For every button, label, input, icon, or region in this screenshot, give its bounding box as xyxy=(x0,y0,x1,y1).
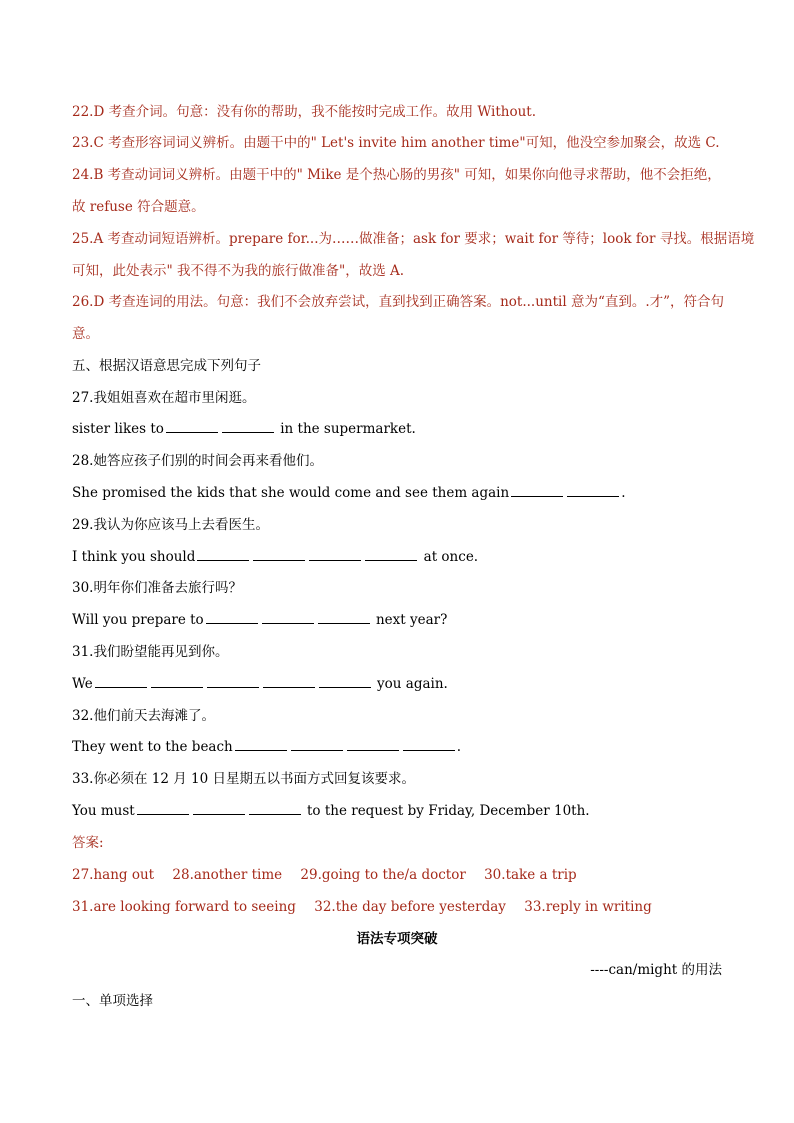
answer-24: 24.B 考查动词词义辨析。由题干中的" Mike 是个热心肠的男孩" 可知，如果你向他寻求帮助，他不会拒绝， xyxy=(72,167,721,183)
answer-26-cont: 意。 xyxy=(72,326,99,342)
answer-blank[interactable] xyxy=(249,801,301,815)
question-30-cn: 30.明年你们准备去旅行吗？ xyxy=(72,580,242,596)
question-32-lead: They went to the beach xyxy=(72,739,233,755)
question-28-tail: . xyxy=(621,485,626,501)
answer-30: 30.take a trip xyxy=(484,867,577,883)
question-31-tail: you again. xyxy=(372,676,448,692)
answer-blank[interactable] xyxy=(365,547,417,561)
answer-31: 31.are looking forward to seeing xyxy=(72,899,296,915)
answer-29: 29.going to the/a doctor xyxy=(300,867,466,883)
answer-blank[interactable] xyxy=(207,674,259,688)
answer-25-cont: 可知，此处表示" 我不得不为我的旅行做准备"，故选 A. xyxy=(72,263,405,279)
answer-22: 22.D 考查介词。句意：没有你的帮助，我不能按时完成工作。故用 Without. xyxy=(72,104,536,120)
question-31-en xyxy=(72,674,722,694)
question-32-tail: . xyxy=(456,739,462,755)
grammar-title: 语法专项突破 xyxy=(356,931,438,947)
answer-blank[interactable] xyxy=(318,610,370,624)
answers-line-2 xyxy=(72,897,722,917)
answer-26: 26.D 考查连词的用法。句意：我们不会放弃尝试，直到找到正确答案。not...until 意为“直到。.才”，符合句 xyxy=(72,294,725,310)
question-29-cn: 29.我认为你应该马上去看医生。 xyxy=(72,517,269,533)
section1-heading: 一、单项选择 xyxy=(72,993,153,1009)
answer-33: 33.reply in writing xyxy=(524,899,652,915)
answer-label: 答案: xyxy=(72,835,104,851)
question-31-lead: We xyxy=(72,676,93,692)
answer-blank[interactable] xyxy=(137,801,189,815)
question-27-en xyxy=(72,419,722,439)
answer-blank[interactable] xyxy=(222,419,274,433)
answer-blank[interactable] xyxy=(95,674,147,688)
answer-32: 32.the day before yesterday xyxy=(314,899,506,915)
question-28-lead: She promised the kids that she would come and see them again xyxy=(72,485,510,501)
question-27-tail: in the supermarket. xyxy=(275,421,416,437)
answer-blank[interactable] xyxy=(319,674,371,688)
section5-heading: 五、根据汉语意思完成下列句子 xyxy=(72,358,261,374)
question-29-tail: at once. xyxy=(419,549,479,565)
answer-blank[interactable] xyxy=(151,674,203,688)
question-32-cn: 32.他们前天去海滩了。 xyxy=(72,708,215,724)
question-30-tail: next year? xyxy=(371,612,448,628)
answer-blank[interactable] xyxy=(262,610,314,624)
question-30-lead: Will you prepare to xyxy=(72,612,204,628)
question-33-cn: 33.你必须在 12 月 10 日星期五以书面方式回复该要求。 xyxy=(72,771,415,787)
answer-blank[interactable] xyxy=(197,547,249,561)
answer-blank[interactable] xyxy=(206,610,258,624)
question-27-cn: 27.我姐姐喜欢在超市里闲逛。 xyxy=(72,390,256,406)
answers-line-1 xyxy=(72,865,722,885)
question-30-en xyxy=(72,610,722,630)
question-29-lead: I think you should xyxy=(72,549,196,565)
answer-blank[interactable] xyxy=(253,547,305,561)
answer-27: 27.hang out xyxy=(72,867,155,883)
question-33-en xyxy=(72,801,722,821)
answer-blank[interactable] xyxy=(309,547,361,561)
answer-blank[interactable] xyxy=(403,737,455,751)
answer-28: 28.another time xyxy=(172,867,283,883)
question-33-lead: You must xyxy=(72,803,135,819)
answer-blank[interactable] xyxy=(347,737,399,751)
answer-blank[interactable] xyxy=(235,737,287,751)
answer-24-cont: 故 refuse 符合题意。 xyxy=(72,199,205,215)
answer-blank[interactable] xyxy=(193,801,245,815)
answer-25: 25.A 考查动词短语辨析。prepare for...为……做准备；ask for 要求；wait for 等待；look for 寻找。根据语境 xyxy=(72,231,755,247)
question-31-cn: 31.我们盼望能再见到你。 xyxy=(72,644,229,660)
answer-23: 23.C 考查形容词词义辨析。由题干中的" Let's invite him another time"可知，他没空参加聚会，故选 C. xyxy=(72,135,720,151)
answer-blank[interactable] xyxy=(291,737,343,751)
answer-blank[interactable] xyxy=(511,483,563,497)
question-27-lead: sister likes to xyxy=(72,421,164,437)
answer-blank[interactable] xyxy=(567,483,619,497)
question-32-en xyxy=(72,737,722,757)
question-28-cn: 28.她答应孩子们别的时间会再来看他们。 xyxy=(72,453,323,469)
grammar-subtitle: ----can/might 的用法 xyxy=(590,962,722,978)
question-29-en xyxy=(72,547,722,567)
question-33-tail: to the request by Friday, December 10th. xyxy=(302,803,590,819)
answer-blank[interactable] xyxy=(166,419,218,433)
question-28-en xyxy=(72,483,722,503)
answer-blank[interactable] xyxy=(263,674,315,688)
